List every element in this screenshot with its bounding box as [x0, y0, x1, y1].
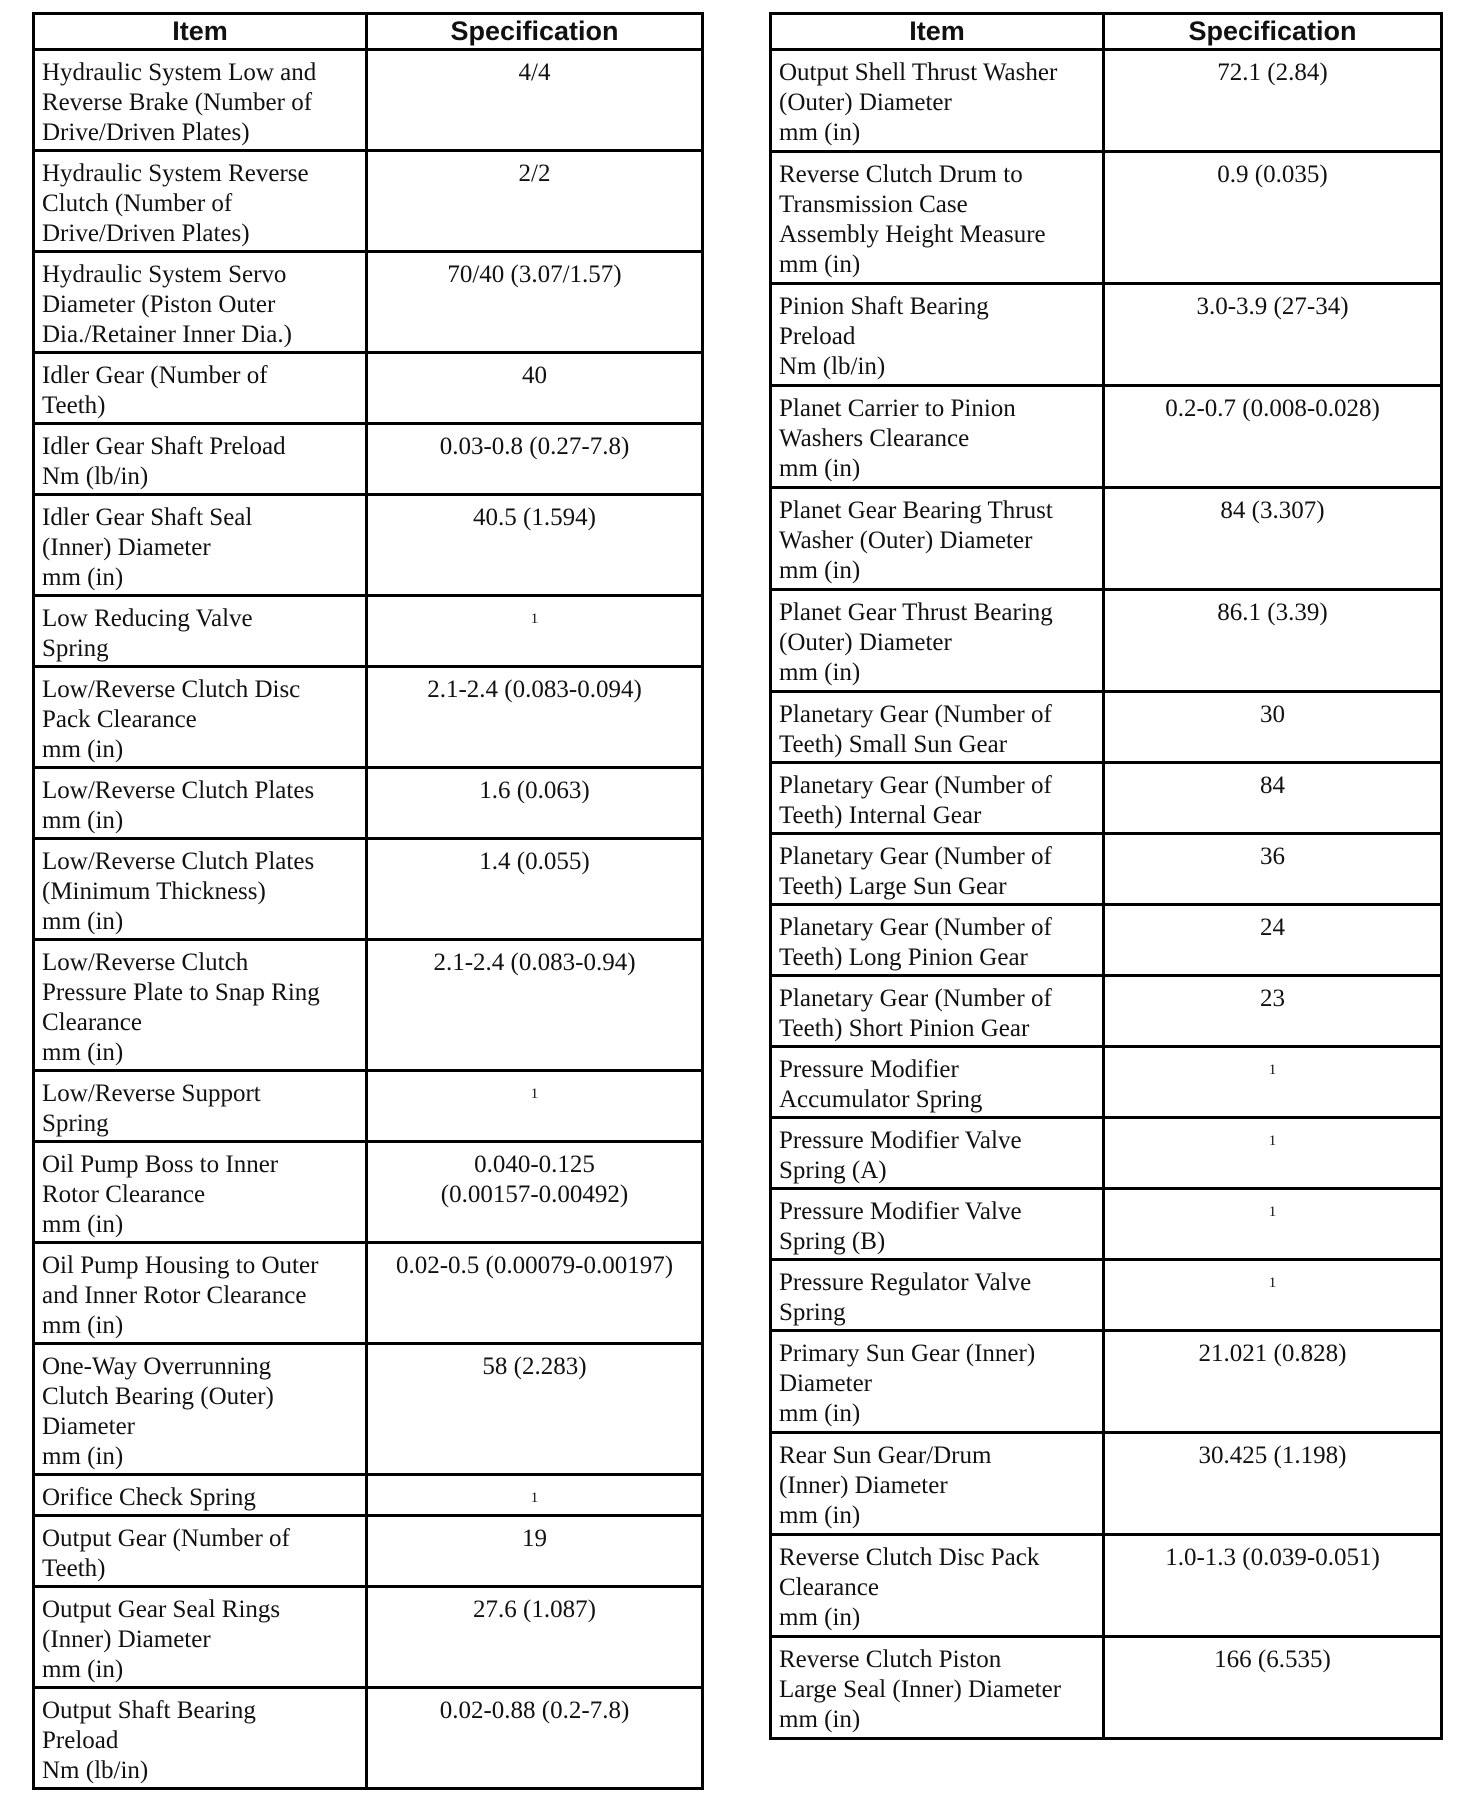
- item-cell: Pinion Shaft Bearing Preload Nm (lb/in): [771, 284, 1104, 386]
- left-spec-table: [32, 12, 704, 1790]
- spec-cell: 30.425 (1.198): [1104, 1433, 1442, 1535]
- spec-cell: 30: [1104, 692, 1442, 763]
- item-cell: Low Reducing Valve Spring: [34, 596, 367, 667]
- table-row: [34, 940, 703, 1071]
- item-cell: Planetary Gear (Number of Teeth) Small Sun Gear: [771, 692, 1104, 763]
- item-cell: Output Gear (Number of Teeth): [34, 1516, 367, 1587]
- item-cell: Rear Sun Gear/Drum (Inner) Diameter mm (in): [771, 1433, 1104, 1535]
- item-cell: Pressure Modifier Valve Spring (B): [771, 1189, 1104, 1260]
- table-row: [771, 1047, 1442, 1118]
- table-row: [771, 1189, 1442, 1260]
- spec-cell: 4/4: [367, 50, 703, 151]
- item-cell: Oil Pump Housing to Outer and Inner Rotor Clearance mm (in): [34, 1243, 367, 1344]
- spec-cell: 84 (3.307): [1104, 488, 1442, 590]
- table-row: [34, 1475, 703, 1516]
- table-row: [771, 1637, 1442, 1739]
- item-column-header: Item: [34, 14, 367, 50]
- table-row: [771, 488, 1442, 590]
- spec-cell: 70/40 (3.07/1.57): [367, 252, 703, 353]
- item-cell: Planet Carrier to Pinion Washers Clearance mm (in): [771, 386, 1104, 488]
- item-cell: Reverse Clutch Disc Pack Clearance mm (in): [771, 1535, 1104, 1637]
- table-row: [34, 596, 703, 667]
- item-cell: Planetary Gear (Number of Teeth) Internal Gear: [771, 763, 1104, 834]
- table-row: [771, 692, 1442, 763]
- spec-cell: 0.9 (0.035): [1104, 152, 1442, 284]
- spec-cell: 1: [1104, 1189, 1442, 1260]
- header-row: [34, 14, 703, 50]
- spec-cell: 19: [367, 1516, 703, 1587]
- spec-cell: 1: [367, 1071, 703, 1142]
- spec-cell: 1.0-1.3 (0.039-0.051): [1104, 1535, 1442, 1637]
- spec-cell: 27.6 (1.087): [367, 1587, 703, 1688]
- spec-cell: 0.02-0.88 (0.2-7.8): [367, 1688, 703, 1789]
- item-cell: Idler Gear Shaft Seal (Inner) Diameter mm (in): [34, 495, 367, 596]
- spec-cell: 86.1 (3.39): [1104, 590, 1442, 692]
- item-cell: Pressure Modifier Accumulator Spring: [771, 1047, 1104, 1118]
- item-cell: Idler Gear (Number of Teeth): [34, 353, 367, 424]
- spec-cell: 0.02-0.5 (0.00079-0.00197): [367, 1243, 703, 1344]
- table-row: [34, 495, 703, 596]
- item-cell: Planet Gear Bearing Thrust Washer (Outer) Diameter mm (in): [771, 488, 1104, 590]
- table-row: [34, 667, 703, 768]
- table-row: [34, 1516, 703, 1587]
- spec-cell: 40: [367, 353, 703, 424]
- item-cell: Planetary Gear (Number of Teeth) Long Pinion Gear: [771, 905, 1104, 976]
- spec-cell: 23: [1104, 976, 1442, 1047]
- table-row: [34, 353, 703, 424]
- right-spec-table: [769, 12, 1443, 1740]
- table-row: [771, 50, 1442, 152]
- specification-column-header: Specification: [1104, 14, 1442, 50]
- table-row: [771, 905, 1442, 976]
- spec-cell: 3.0-3.9 (27-34): [1104, 284, 1442, 386]
- spec-cell: 1.4 (0.055): [367, 839, 703, 940]
- item-cell: Planetary Gear (Number of Teeth) Short Pinion Gear: [771, 976, 1104, 1047]
- item-cell: Pressure Regulator Valve Spring: [771, 1260, 1104, 1331]
- table-row: [771, 1433, 1442, 1535]
- table-row: [34, 50, 703, 151]
- table-row: [34, 1688, 703, 1789]
- table-row: [771, 590, 1442, 692]
- table-row: [771, 976, 1442, 1047]
- spec-cell: 21.021 (0.828): [1104, 1331, 1442, 1433]
- table-row: [771, 763, 1442, 834]
- item-cell: Output Shell Thrust Washer (Outer) Diameter mm (in): [771, 50, 1104, 152]
- item-column-header: Item: [771, 14, 1104, 50]
- item-cell: Low/Reverse Clutch Plates (Minimum Thickness) mm (in): [34, 839, 367, 940]
- table-row: [771, 1260, 1442, 1331]
- table-row: [771, 1535, 1442, 1637]
- item-cell: Output Shaft Bearing Preload Nm (lb/in): [34, 1688, 367, 1789]
- item-cell: Hydraulic System Reverse Clutch (Number of Drive/Driven Plates): [34, 151, 367, 252]
- spec-cell: 2.1-2.4 (0.083-0.94): [367, 940, 703, 1071]
- table-row: [34, 424, 703, 495]
- specification-column-header: Specification: [367, 14, 703, 50]
- table-row: [771, 834, 1442, 905]
- spec-cell: 1: [1104, 1047, 1442, 1118]
- spec-cell: 36: [1104, 834, 1442, 905]
- table-row: [34, 1587, 703, 1688]
- table-row: [34, 151, 703, 252]
- spec-cell: 1: [1104, 1118, 1442, 1189]
- spec-cell: 24: [1104, 905, 1442, 976]
- table-row: [771, 386, 1442, 488]
- item-cell: Oil Pump Boss to Inner Rotor Clearance mm (in): [34, 1142, 367, 1243]
- spec-cell: 58 (2.283): [367, 1344, 703, 1475]
- item-cell: Hydraulic System Low and Reverse Brake (Number of Drive/Driven Plates): [34, 50, 367, 151]
- item-cell: Low/Reverse Clutch Disc Pack Clearance mm (in): [34, 667, 367, 768]
- table-row: [34, 1243, 703, 1344]
- item-cell: Output Gear Seal Rings (Inner) Diameter mm (in): [34, 1587, 367, 1688]
- table-row: [34, 252, 703, 353]
- spec-cell: 0.040-0.125 (0.00157-0.00492): [367, 1142, 703, 1243]
- spec-cell: 1: [367, 596, 703, 667]
- spec-cell: 72.1 (2.84): [1104, 50, 1442, 152]
- table-row: [771, 1331, 1442, 1433]
- table-row: [34, 1071, 703, 1142]
- item-cell: Hydraulic System Servo Diameter (Piston Outer Dia./Retainer Inner Dia.): [34, 252, 367, 353]
- spec-cell: 40.5 (1.594): [367, 495, 703, 596]
- spec-cell: 2/2: [367, 151, 703, 252]
- spec-cell: 2.1-2.4 (0.083-0.094): [367, 667, 703, 768]
- item-cell: Low/Reverse Clutch Plates mm (in): [34, 768, 367, 839]
- table-row: [34, 768, 703, 839]
- table-row: [771, 284, 1442, 386]
- item-cell: Pressure Modifier Valve Spring (A): [771, 1118, 1104, 1189]
- spec-cell: 84: [1104, 763, 1442, 834]
- table-row: [34, 1142, 703, 1243]
- item-cell: Planet Gear Thrust Bearing (Outer) Diameter mm (in): [771, 590, 1104, 692]
- item-cell: Idler Gear Shaft Preload Nm (lb/in): [34, 424, 367, 495]
- table-row: [34, 839, 703, 940]
- spec-cell: 1: [1104, 1260, 1442, 1331]
- item-cell: Low/Reverse Clutch Pressure Plate to Snap Ring Clearance mm (in): [34, 940, 367, 1071]
- header-row: [771, 14, 1442, 50]
- item-cell: Primary Sun Gear (Inner) Diameter mm (in): [771, 1331, 1104, 1433]
- item-cell: One-Way Overrunning Clutch Bearing (Outer) Diameter mm (in): [34, 1344, 367, 1475]
- spec-cell: 0.2-0.7 (0.008-0.028): [1104, 386, 1442, 488]
- spec-cell: 1: [367, 1475, 703, 1516]
- item-cell: Orifice Check Spring: [34, 1475, 367, 1516]
- spec-cell: 166 (6.535): [1104, 1637, 1442, 1739]
- table-row: [771, 1118, 1442, 1189]
- item-cell: Reverse Clutch Piston Large Seal (Inner) Diameter mm (in): [771, 1637, 1104, 1739]
- item-cell: Reverse Clutch Drum to Transmission Case Assembly Height Measure mm (in): [771, 152, 1104, 284]
- spec-cell: 1.6 (0.063): [367, 768, 703, 839]
- item-cell: Planetary Gear (Number of Teeth) Large Sun Gear: [771, 834, 1104, 905]
- spec-cell: 0.03-0.8 (0.27-7.8): [367, 424, 703, 495]
- table-row: [34, 1344, 703, 1475]
- item-cell: Low/Reverse Support Spring: [34, 1071, 367, 1142]
- table-row: [771, 152, 1442, 284]
